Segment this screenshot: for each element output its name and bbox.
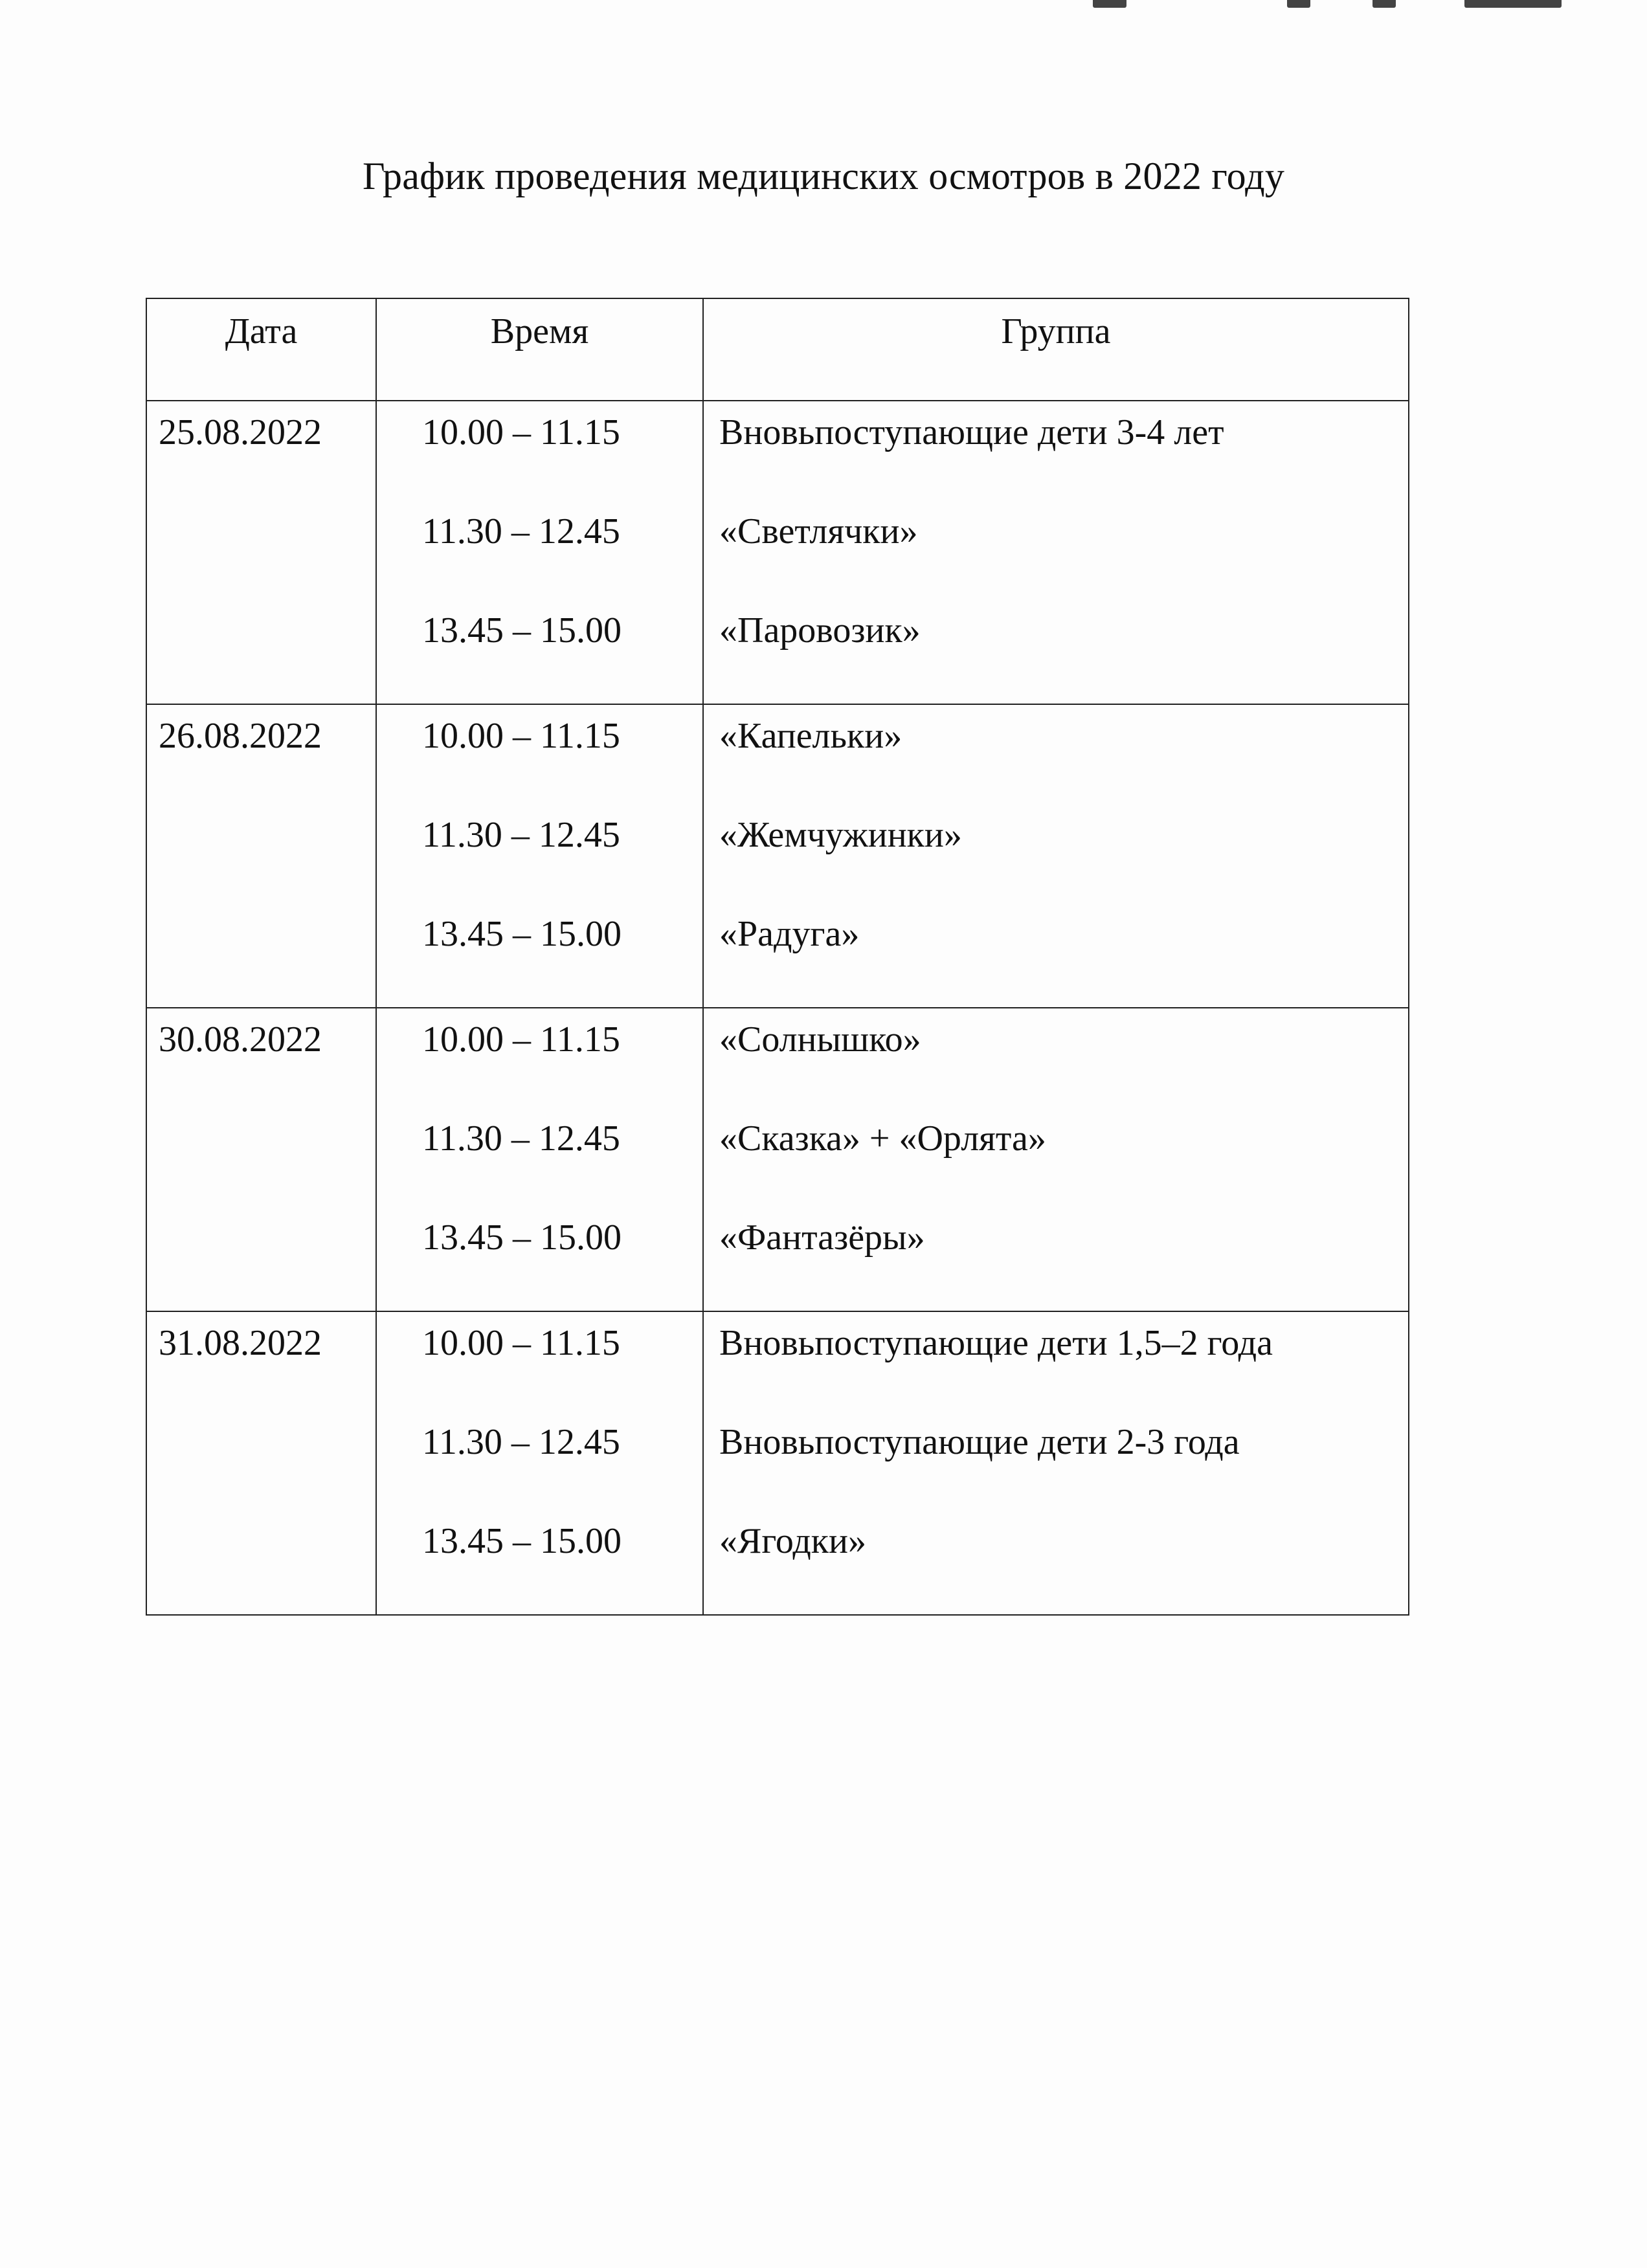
table-row (146, 704, 1409, 1008)
table-header-row (146, 298, 1409, 401)
time-slot: 10.00 – 11.15 (422, 1323, 620, 1363)
group-name: «Светлячки» (719, 511, 918, 551)
group-name: «Жемчужинки» (719, 815, 962, 855)
group-name: «Радуга» (719, 914, 860, 954)
time-slot: 11.30 – 12.45 (422, 1118, 620, 1159)
scan-edge-mark (1093, 0, 1126, 8)
group-cell (703, 401, 1409, 704)
group-cell (703, 1008, 1409, 1311)
group-name: «Фантазёры» (719, 1217, 925, 1258)
time-slot: 13.45 – 15.00 (422, 610, 622, 650)
date-value: 31.08.2022 (159, 1323, 322, 1363)
scan-edge-mark (1287, 0, 1310, 8)
scan-edge-mark (1464, 0, 1562, 8)
group-name: Вновьпоступающие дети 2-3 года (719, 1422, 1240, 1462)
date-cell (146, 1311, 376, 1615)
time-slot: 11.30 – 12.45 (422, 1422, 620, 1462)
time-slot: 13.45 – 15.00 (422, 1217, 622, 1258)
header-date: Дата (146, 298, 376, 401)
group-name: «Сказка» + «Орлята» (719, 1118, 1046, 1159)
group-name: «Паровозик» (719, 610, 921, 650)
document-title: График проведения медицинских осмотров в 2022 году (362, 155, 1285, 197)
date-value: 25.08.2022 (159, 412, 322, 452)
group-name: «Ягодки» (719, 1521, 866, 1561)
header-group: Группа (703, 298, 1409, 401)
group-name: Вновьпоступающие дети 1,5–2 года (719, 1323, 1273, 1363)
time-slot: 11.30 – 12.45 (422, 511, 620, 551)
group-cell (703, 1311, 1409, 1615)
time-cell (376, 1008, 703, 1311)
table-row (146, 401, 1409, 704)
date-value: 30.08.2022 (159, 1019, 322, 1060)
time-cell (376, 704, 703, 1008)
exam-schedule-table (146, 298, 1409, 1616)
group-cell (703, 704, 1409, 1008)
time-slot: 10.00 – 11.15 (422, 412, 620, 452)
group-name: «Солнышко» (719, 1019, 921, 1060)
table-row (146, 1008, 1409, 1311)
table-row (146, 1311, 1409, 1615)
time-slot: 10.00 – 11.15 (422, 1019, 620, 1060)
time-cell (376, 1311, 703, 1615)
time-slot: 13.45 – 15.00 (422, 1521, 622, 1561)
header-time: Время (376, 298, 703, 401)
date-cell (146, 401, 376, 704)
time-slot: 13.45 – 15.00 (422, 914, 622, 954)
time-slot: 11.30 – 12.45 (422, 815, 620, 855)
group-name: «Капельки» (719, 716, 902, 756)
time-cell (376, 401, 703, 704)
scan-edge-mark (1372, 0, 1396, 8)
group-name: Вновьпоступающие дети 3-4 лет (719, 412, 1224, 452)
date-value: 26.08.2022 (159, 716, 322, 756)
time-slot: 10.00 – 11.15 (422, 716, 620, 756)
date-cell (146, 1008, 376, 1311)
date-cell (146, 704, 376, 1008)
